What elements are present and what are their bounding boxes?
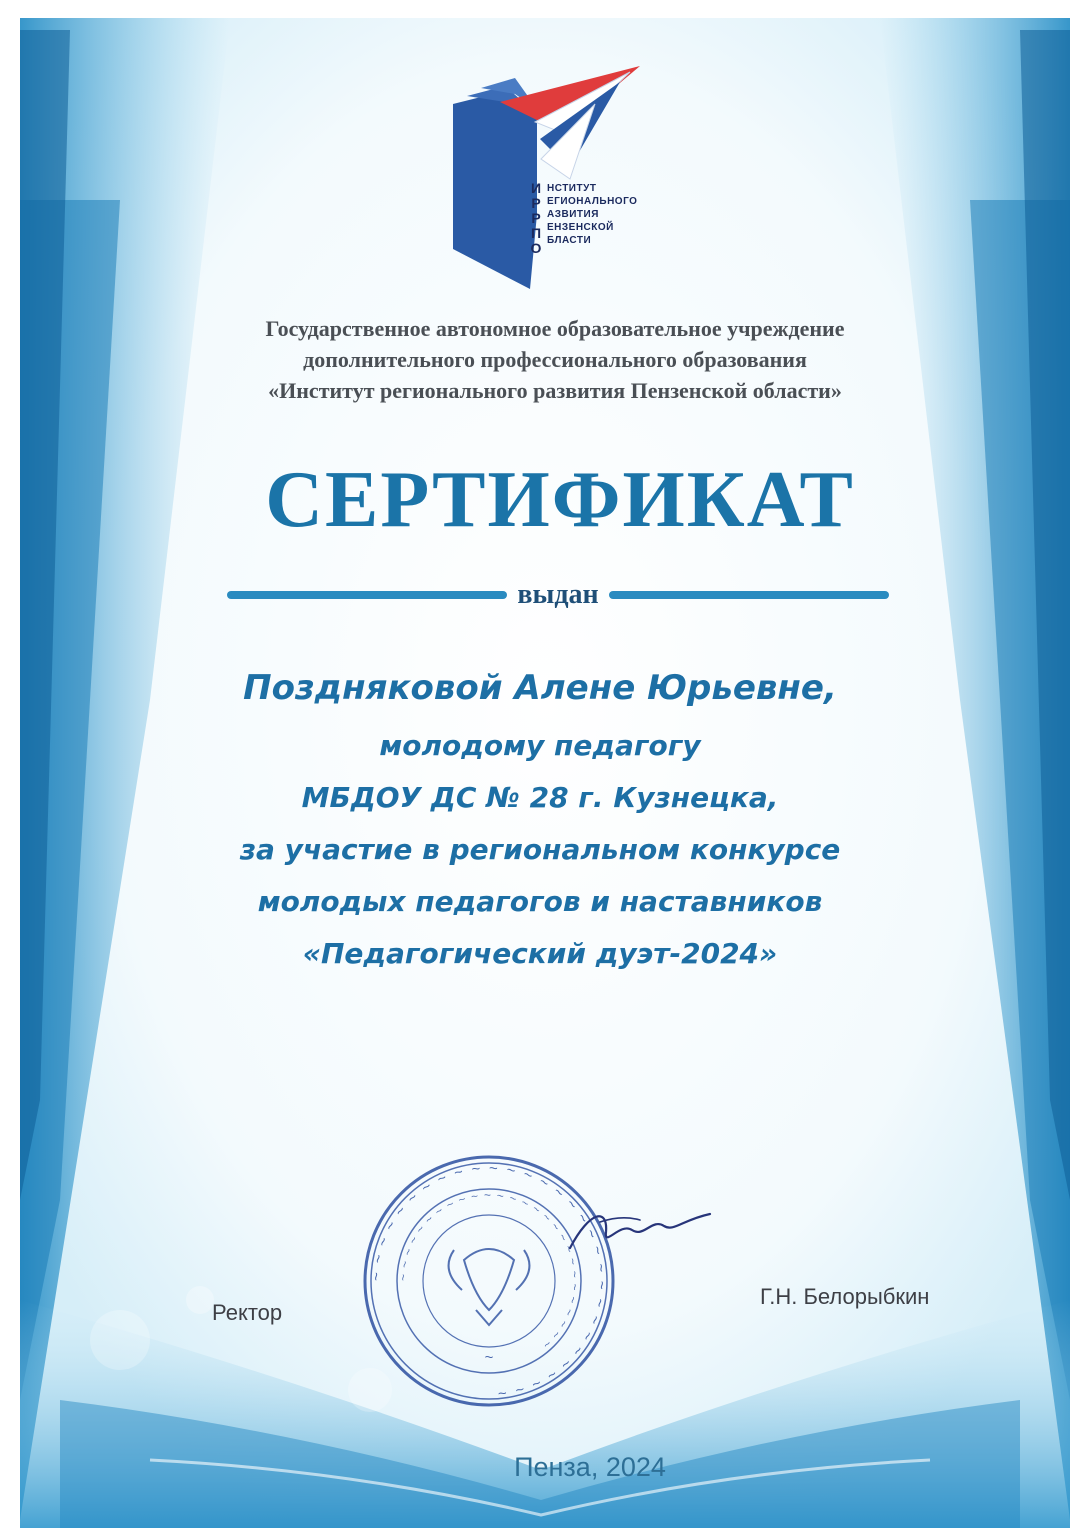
- organization-name: [120, 313, 990, 406]
- logo-text-line: ЕГИОНАЛЬНОГО: [547, 196, 638, 207]
- signature-block: [0, 1150, 1083, 1410]
- organization-line: Государственное автономное образовательное учреждение: [265, 316, 845, 341]
- logo-abbreviation: [528, 181, 544, 256]
- svg-text:~ ~ ~ ~ ~ ~ ~ ~ ~ ~ ~ ~ ~ ~ ~: ~ ~ ~ ~ ~ ~ ~ ~ ~ ~ ~ ~ ~ ~ ~ ~ ~ ~ ~ ~ ~ ~ ~ ~ ~ ~ ~: [395, 1187, 583, 1353]
- signer-name: Г.Н. Белорыбкин: [760, 1284, 930, 1309]
- official-stamp: [358, 1150, 620, 1412]
- svg-text:~ ~ ~ ~ ~ ~ ~ ~ ~ ~ ~ ~ ~ ~ ~: ~ ~ ~ ~ ~ ~ ~ ~ ~ ~ ~ ~ ~ ~ ~ ~ ~ ~ ~ ~ ~ ~ ~ ~ ~ ~ ~ ~ ~ ~: [367, 1159, 611, 1402]
- logo-letter: П: [530, 225, 542, 241]
- logo-letter: О: [530, 240, 542, 256]
- institute-logo: [445, 64, 650, 294]
- certificate-title: СЕРТИФИКАТ: [265, 456, 855, 544]
- contest-name: «Педагогический дуэт-2024»: [302, 937, 778, 970]
- svg-text:~: ~: [484, 1349, 494, 1366]
- logo-graphic: [445, 64, 650, 294]
- award-reason-line: молодых педагогов и наставников: [257, 885, 823, 918]
- city-and-year: Пенза, 2024: [514, 1452, 666, 1482]
- organization-line: дополнительного профессионального образования: [303, 347, 807, 372]
- award-reason-line: за участие в региональном конкурсе: [239, 833, 841, 866]
- logo-text-line: БЛАСТИ: [547, 235, 592, 246]
- recipient-role: молодому педагогу: [379, 729, 701, 762]
- recipient-block: [90, 660, 990, 980]
- signature-position: Ректор: [212, 1300, 283, 1325]
- recipient-organization: МБДОУ ДС № 28 г. Кузнецка,: [301, 781, 779, 814]
- divider-line-left: [227, 591, 507, 599]
- recipient-name: Поздняковой Алене Юрьевне,: [243, 668, 837, 708]
- issued-label: выдан: [517, 579, 599, 610]
- logo-text-line: АЗВИТИЯ: [547, 209, 599, 220]
- organization-line: «Институт регионального развития Пензенской области»: [268, 378, 842, 403]
- logo-letter: Р: [531, 195, 541, 211]
- issued-divider: [208, 578, 908, 612]
- logo-letter: И: [530, 180, 542, 196]
- divider-line-right: [609, 591, 889, 599]
- logo-text-line: НСТИТУТ: [547, 183, 597, 194]
- logo-text-line: ЕНЗЕНСКОЙ: [547, 222, 614, 233]
- logo-letter: Р: [531, 210, 541, 226]
- logo-text: [547, 182, 637, 247]
- handwritten-signature: [560, 1200, 720, 1260]
